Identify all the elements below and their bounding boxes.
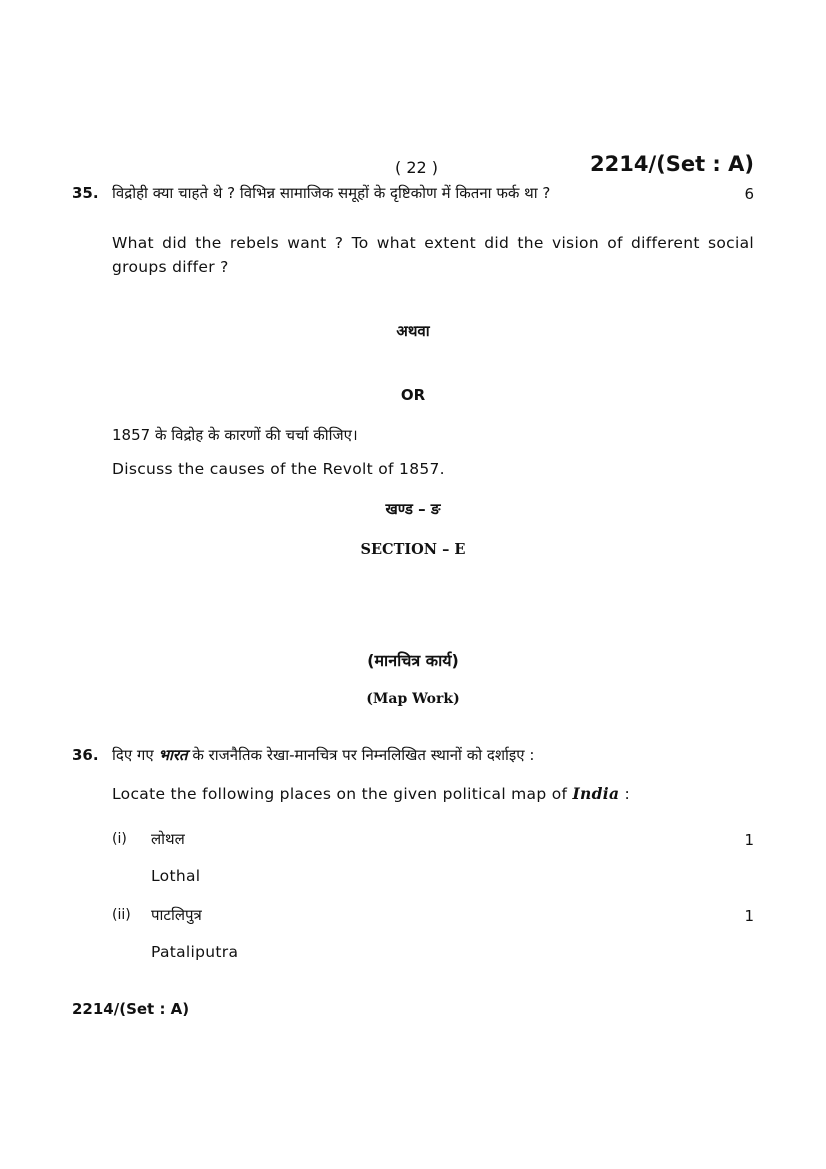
question-36-hindi-pre: दिए गए bbox=[112, 746, 154, 764]
question-35-number: 35. bbox=[72, 184, 99, 202]
item-hindi: पाटलिपुत्र bbox=[151, 906, 202, 924]
question-36-hindi-country: भारत bbox=[158, 746, 188, 764]
paper-code-footer: 2214/(Set : A) bbox=[72, 1000, 190, 1018]
alternative-question-english: Discuss the causes of the Revolt of 1857. bbox=[112, 460, 445, 478]
alternative-question-hindi: 1857 के विद्रोह के कारणों की चर्चा कीजिए। bbox=[112, 426, 358, 444]
or-english: OR bbox=[400, 386, 426, 404]
question-35-hindi: विद्रोही क्या चाहते थे ? विभिन्न सामाजिक समूहों के दृष्टिकोण में कितना फर्क था ? bbox=[112, 184, 551, 202]
item-english: Pataliputra bbox=[151, 943, 239, 961]
question-36-hindi bbox=[112, 745, 534, 765]
item-marks: 1 bbox=[744, 831, 754, 849]
map-work-hindi: (मानचित्र कार्य) bbox=[367, 651, 459, 670]
section-title-hindi: खण्ड – ङ bbox=[385, 500, 441, 518]
item-label: (i) bbox=[112, 831, 127, 847]
question-35-english: What did the rebels want ? To what extent did the vision of different social groups differ ? bbox=[112, 234, 754, 276]
question-36-english bbox=[112, 784, 630, 803]
or-hindi: अथवा bbox=[396, 322, 430, 340]
item-label: (ii) bbox=[112, 907, 131, 923]
question-36-english-pre: Locate the following places on the given political map of bbox=[112, 785, 568, 803]
question-35-marks: 6 bbox=[744, 185, 754, 203]
question-36-hindi-post: के राजनैतिक रेखा-मानचित्र पर निम्नलिखित स्थानों को दर्शाइए : bbox=[192, 746, 535, 764]
item-hindi: लोथल bbox=[151, 830, 185, 848]
paper-code-header: 2214/(Set : A) bbox=[590, 152, 754, 176]
section-title-english: SECTION – E bbox=[360, 541, 466, 558]
item-english: Lothal bbox=[151, 867, 201, 885]
map-work-english: (Map Work) bbox=[366, 691, 460, 707]
question-36-number: 36. bbox=[72, 746, 99, 764]
question-36-english-post: : bbox=[624, 785, 631, 803]
question-36-english-country: India bbox=[572, 784, 620, 803]
item-marks: 1 bbox=[744, 907, 754, 925]
page-number: ( 22 ) bbox=[395, 158, 439, 177]
